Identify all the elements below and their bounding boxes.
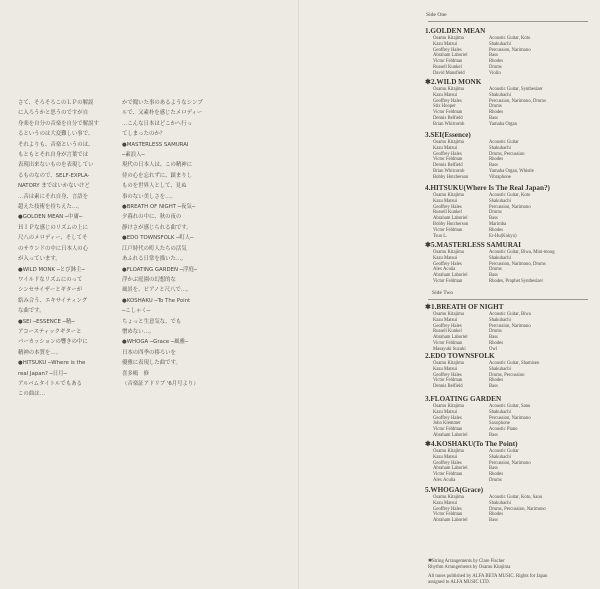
japanese-notes-column-2 — [122, 98, 232, 389]
instrument: Rhodes — [489, 512, 504, 518]
note-line: この曲は… — [18, 391, 45, 398]
musician-name: Victor Feldman — [433, 340, 463, 346]
instrument: Violin — [489, 70, 501, 76]
instrument: Yamaha Organ, Whistle — [489, 168, 534, 174]
track-entry — [425, 241, 595, 285]
note-line: 絡み合う、エキサイティング — [18, 297, 88, 304]
musician-name: Osamu Kitajima — [433, 312, 464, 317]
musician-name: Abraham Laboriel — [433, 216, 468, 222]
track-title: 3.FLOATING GARDEN — [425, 395, 502, 403]
note-line: な曲です。 — [18, 308, 45, 315]
musician-name: Kazu Matsui — [433, 198, 458, 204]
instrument: Drums — [489, 477, 502, 483]
musician-name: Kazu Matsui — [433, 145, 458, 151]
instrument: Shakuhachi — [489, 145, 511, 151]
credit-row — [425, 433, 595, 439]
musician-name: Abraham Laboriel — [433, 432, 468, 438]
musician-name: Russell Kunkel — [433, 64, 462, 70]
footer-line: Rhythm Arrangements by Osamu Kitajima — [428, 565, 511, 570]
musician-name: Geoffrey Hales — [433, 98, 462, 104]
instrument: Er-Hu(Kokyu) — [489, 233, 517, 239]
musician-name: Dennis Belfield — [433, 384, 463, 390]
side-two-divider — [428, 299, 588, 300]
musician-name: Victor Feldman — [433, 59, 463, 65]
arrangement-credits — [428, 559, 510, 571]
note-line: …音は素にそれ自身、言語を — [18, 193, 89, 200]
musician-name: Victor Feldman — [433, 427, 463, 433]
track-title: ✱4.KOSHAKU(To The Point) — [425, 440, 518, 448]
musician-name: Osamu Kitajima — [433, 140, 464, 145]
note-line: シンセサイザーとギターが — [18, 287, 83, 294]
note-line: ものを世界人として、見ぬ — [122, 183, 187, 190]
note-line: ●WHOGA ─Grace ─風雅─ — [122, 339, 189, 346]
note-line: ●BREATH OF NIGHT ─夜気─ — [122, 204, 196, 211]
instrument: Drums — [489, 267, 502, 273]
instrument: Percussion, Narimono — [489, 415, 531, 421]
instrument: Yamaha Organ — [489, 121, 517, 127]
note-line: ●KOSHAKU ─To The Point — [122, 297, 191, 304]
musician-name: Geoffrey Hales — [433, 204, 462, 210]
instrument: Shakuhachi — [489, 500, 511, 506]
note-line: に入ろうかと思うのですが自 — [18, 110, 89, 117]
musician-name: Abraham Laboriel — [433, 273, 468, 279]
musician-name: Osamu Kitajima — [433, 193, 464, 198]
note-line: ●FLOATING GARDEN ─浮庭─ — [122, 266, 198, 273]
note-line: ●HITSUKU ─Where is the — [18, 360, 86, 367]
instrument: Bass — [489, 163, 498, 169]
musician-name: Osamu Kitajima — [433, 449, 464, 454]
musician-name: Geoffrey Hales — [433, 323, 462, 329]
musician-name: Kazu Matsui — [433, 92, 458, 98]
instrument: Shakuhachi — [489, 255, 511, 261]
instrument: Drums — [489, 104, 502, 110]
track-entry — [425, 184, 595, 239]
instrument: Rhodes — [489, 472, 504, 478]
note-line: 喜多嶋 修 — [122, 370, 149, 377]
instrument: Acoustic Guitar, Shamisen — [489, 361, 540, 366]
note-line: 現代の日本人は、この精神に — [122, 162, 193, 169]
musician-name: Osamu Kitajima — [433, 250, 464, 255]
instrument: Acoustic Guitar — [489, 140, 519, 145]
note-line: 表現出来ないものを表現してい — [18, 162, 94, 169]
instrument: Rhodes — [489, 157, 504, 163]
musician-name: Kazu Matsui — [433, 255, 458, 261]
track-entry — [425, 131, 595, 181]
instrument: Shakuhachi — [489, 366, 511, 372]
note-line: ルで、又素朴を感じたメロディー — [122, 110, 203, 117]
track-title: ✱1.BREATH OF NIGHT — [425, 303, 504, 311]
instrument: Shakuhachi — [489, 198, 511, 204]
credit-row — [425, 518, 595, 524]
instrument: Shakuhachi — [489, 317, 511, 323]
instrument: Drums — [489, 329, 502, 335]
track-entry — [425, 78, 595, 128]
instrument: Acoustic Guitar, Biwa, Mini-moog — [489, 250, 555, 255]
footer-line: All tunes published by ALFA BETA MUSIC. Rights for Japan — [428, 574, 548, 579]
instrument: Rhodes — [489, 59, 504, 65]
note-line: るものなので、SELF-EXPLA- — [18, 172, 90, 179]
instrument: Acoustic Piano — [489, 427, 518, 433]
note-line: 浮かぶ庭園の幻想的な — [122, 276, 176, 283]
musician-name: Brian Whitcomb — [433, 121, 465, 127]
track-entry — [425, 486, 595, 524]
instrument: Shakuhachi — [489, 409, 511, 415]
instrument: Rhodes, Prophet Synthesizer — [489, 278, 544, 284]
track-title: ✱5.MASTERLESS SAMURAI — [425, 241, 521, 249]
note-line: 静けさが感じられる曲です。 — [122, 224, 192, 231]
credit-row — [425, 175, 595, 181]
note-line: かで聞いた事のあるようなシンプ — [122, 100, 203, 106]
credit-row — [425, 71, 595, 77]
instrument: Bass — [489, 432, 498, 438]
musician-name: Victor Feldman — [433, 157, 463, 163]
instrument: Percussion, Narimono, Drums — [489, 98, 546, 104]
instrument: Bass — [489, 115, 498, 121]
musician-name: Brian Whitcomb — [433, 168, 465, 174]
note-line: 尺八のメロディー、そしてそ — [18, 235, 88, 242]
musician-name: Russell Kunkel — [433, 329, 462, 335]
instrument: Owl — [489, 346, 498, 352]
musician-name: Alex Acuña — [433, 477, 456, 483]
musician-name: Geoffrey Hales — [433, 415, 462, 421]
musician-name: Victor Feldman — [433, 512, 463, 518]
track-title: 3.SEI(Essence) — [425, 131, 471, 139]
note-line: アルバムタイトルでもある — [18, 380, 82, 387]
note-line: それよりも、音楽というのは、 — [18, 141, 94, 148]
note-line: ＨＩＰな感じのリズムの上に — [18, 224, 88, 231]
instrument: Acoustic Guitar, Koto — [489, 36, 531, 41]
instrument: Acoustic Guitar, Koto, Sanu — [489, 495, 543, 500]
note-line: real Japan? ─日月─ — [18, 370, 67, 377]
instrument: Bass — [489, 335, 498, 341]
track-entry — [425, 27, 595, 77]
side-one-divider — [428, 21, 588, 22]
instrument: Bass — [489, 466, 498, 472]
credit-row — [425, 122, 595, 128]
instrument: Drums — [489, 64, 502, 70]
note-line: ─こしゃく─ — [122, 308, 151, 315]
musician-name: Victor Feldman — [433, 110, 463, 116]
note-line: ─素浪人─ — [122, 152, 145, 159]
track-entry — [425, 303, 595, 353]
musician-name: Osamu Kitajima — [433, 36, 464, 41]
credit-row — [425, 478, 595, 484]
instrument: Vibraphone — [489, 174, 511, 180]
note-line: 身楽を自分の音楽を自分で解説す — [18, 120, 99, 127]
instrument: Saxophone — [489, 421, 510, 427]
instrument: Bass — [489, 216, 498, 222]
instrument: Marimba — [489, 221, 507, 227]
note-line: 日本の四季の移ろいを — [122, 349, 176, 356]
publishing-credits — [428, 574, 547, 586]
musician-name: Osamu Kitajima — [433, 495, 464, 500]
note-line: さて、そろそろこのＬＰの解説 — [18, 100, 94, 106]
note-line: …こんな日本はどこかへ行っ — [122, 120, 193, 127]
note-line: 優雅に表現した曲です。 — [122, 360, 181, 367]
track-title: 1.GOLDEN MEAN — [425, 27, 486, 35]
instrument: Acoustic Guitar, Synthesizer — [489, 87, 543, 92]
instrument: Percussion, Narimono, Drums — [489, 261, 546, 267]
note-line: アコースティックギターと — [18, 328, 82, 335]
track-title: 4.HITSUKU(Where Is The Real Japan?) — [425, 184, 550, 192]
note-line: 精神の本質を…。 — [18, 349, 62, 356]
musician-name: Geoffrey Hales — [433, 261, 462, 267]
musician-name: Alex Acuña — [433, 267, 456, 273]
side-one-label: Side One — [426, 12, 447, 18]
musician-name: Victor Feldman — [433, 227, 463, 233]
musician-name: Kazu Matsui — [433, 41, 458, 47]
footer-line: ✱String Arrangements by Clare Fischer — [428, 559, 505, 564]
musician-name: Bobby Hutcherson — [433, 174, 469, 180]
instrument: Acoustic Guitar, Biwa — [489, 312, 531, 317]
instrument: Drums, Percussion — [489, 372, 525, 378]
note-line: ●EDO TOWNSFOLK ─町人─ — [122, 235, 194, 242]
note-line: るというのは大変難しい事で、 — [18, 131, 94, 138]
musician-name: Dennis Belfield — [433, 115, 463, 121]
instrument: Percussion, Narimono — [489, 460, 531, 466]
note-line: 事のない美しさを…。 — [122, 193, 176, 200]
instrument: Rhodes — [489, 227, 504, 233]
musician-name: Kazu Matsui — [433, 454, 458, 460]
instrument: Drums — [489, 210, 502, 216]
musician-name: Kazu Matsui — [433, 317, 458, 323]
credit-row — [425, 384, 595, 390]
note-line: 侍の心を忘れずに、鎮まりし — [122, 172, 193, 179]
instrument: Drums, Percussion — [489, 151, 525, 157]
note-line: パーカッションの響きの中に — [18, 339, 88, 346]
musician-name: Victor Feldman — [433, 378, 463, 384]
musician-name: John Klemmer — [433, 421, 461, 427]
instrument: Rhodes — [489, 110, 504, 116]
musician-name: Osamu Kitajima — [433, 87, 464, 92]
note-line: のサウンドの中に日本人の心 — [18, 245, 89, 252]
track-title: 5.WHOGA(Grace) — [425, 486, 484, 494]
musician-name: Geoffrey Hales — [433, 151, 462, 157]
musician-name: Abraham Laboriel — [433, 518, 468, 524]
musician-name: Tsuo L. — [433, 233, 448, 239]
note-line: ●SEI ─ESSENCE ─精─ — [18, 318, 75, 325]
japanese-notes-column-1 — [18, 98, 120, 400]
note-line: あふれる日常を描いた…。 — [122, 256, 187, 263]
credit-row — [425, 234, 595, 240]
instrument: Percussion, Narimono — [489, 323, 531, 329]
note-line: NATORY まではいかないけど — [18, 183, 90, 190]
note-line: ワイルドなリズムにのって — [18, 276, 83, 283]
track-title: 2.EDO TOWNSFOLK — [425, 352, 495, 360]
note-line: が入っています。 — [18, 256, 61, 263]
musician-name: Kazu Matsui — [433, 366, 458, 372]
note-line: 憎めない…。 — [122, 328, 155, 335]
note-line: ●WILD MONK ─とび鉢主─ — [18, 266, 85, 273]
note-line: 風景を、ピアノと尺八で…。 — [122, 287, 192, 294]
instrument: Drums, Percussion, Narimono — [489, 506, 546, 512]
instrument: Bass — [489, 273, 498, 279]
credit-row — [425, 279, 595, 285]
musician-name: David Mansfield — [433, 70, 465, 76]
musician-name: Bobby Hutcherson — [433, 221, 469, 227]
note-line: （音楽証アドリブ '6月号より） — [122, 380, 199, 387]
note-line: 夕暮れの中に、秋の夜の — [122, 214, 182, 221]
musician-name: Stix Hooper — [433, 104, 456, 110]
instrument: Bass — [489, 518, 498, 524]
musician-name: Russell Kunkel — [433, 210, 462, 216]
note-line: 超えた技術を持ちえた…。 — [18, 204, 83, 211]
musician-name: Osamu Kitajima — [433, 404, 464, 409]
footer-line: assigned to ALFA MUSIC LTD. — [428, 580, 490, 585]
instrument: Shakuhachi — [489, 41, 511, 47]
musician-name: Victor Feldman — [433, 472, 463, 478]
musician-name: Geoffrey Hales — [433, 47, 462, 53]
musician-name: Kazu Matsui — [433, 409, 458, 415]
note-line: ●MASTERLESS SAMURAI — [122, 141, 189, 148]
track-entry — [425, 352, 595, 390]
track-title: ✱2.WILD MONK — [425, 78, 482, 86]
note-line: 江戸時代の町人たちの活気 — [122, 245, 187, 252]
musician-name: Geoffrey Hales — [433, 460, 462, 466]
instrument: Bass — [489, 384, 498, 390]
musician-name: Victor Feldman — [433, 278, 463, 284]
instrument: Rhodes — [489, 378, 504, 384]
instrument: Rhodes — [489, 340, 504, 346]
side-two-label: Side Two — [432, 290, 454, 296]
instrument: Percussion, Narimono — [489, 204, 531, 210]
track-entry — [425, 440, 595, 484]
musician-name: Osamu Kitajima — [433, 361, 464, 366]
instrument: Acoustic Guitar, Koto — [489, 193, 531, 198]
musician-name: Abraham Laboriel — [433, 335, 468, 341]
instrument: Shakuhachi — [489, 454, 511, 460]
musician-name: Geoffrey Hales — [433, 506, 462, 512]
instrument: Percussion, Narimono — [489, 47, 531, 53]
instrument: Shakuhachi — [489, 92, 511, 98]
musician-name: Dennis Belfield — [433, 163, 463, 169]
instrument: Acoustic Guitar, Sanu — [489, 404, 531, 409]
musician-name: Kazu Matsui — [433, 500, 458, 506]
note-line: ちょっと生意気な、でも — [122, 318, 182, 325]
musician-name: Abraham Laboriel — [433, 53, 468, 59]
musician-name: Abraham Laboriel — [433, 466, 468, 472]
musician-name: Masayuki Suzuki — [433, 346, 466, 352]
note-line: もともとそれ自身が言葉では — [18, 152, 89, 159]
musician-name: Geoffrey Hales — [433, 372, 462, 378]
instrument: Acoustic Guitar — [489, 449, 519, 454]
instrument: Bass — [489, 53, 498, 59]
track-entry — [425, 395, 595, 439]
note-line: てしまったのか？ — [122, 131, 166, 138]
note-line: ●GOLDEN MEAN ─中庸─ — [18, 214, 83, 221]
